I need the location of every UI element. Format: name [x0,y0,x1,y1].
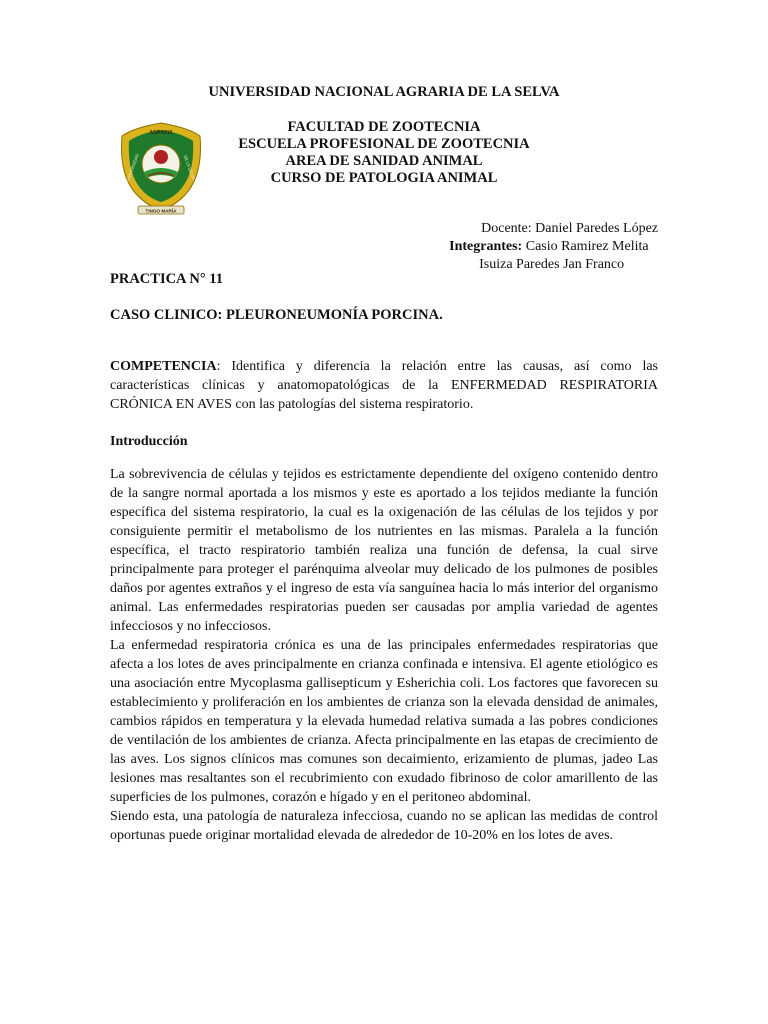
university-title: UNIVERSIDAD NACIONAL AGRARIA DE LA SELVA [208,84,560,100]
intro-heading: Introducción [110,434,188,449]
intro-paragraph: Siendo esta, una patología de naturaleza infecciosa, cuando no se aplican las medidas de control oportunas puede originar mortalidad elevada de alrededor de 10-20% en los lotes de aves. [110,809,658,843]
intro-body [110,465,658,845]
logo-left-text: UNIVERSIDAD [125,153,140,182]
logo-top-text: AGRARIA [149,130,173,136]
staff-block [449,220,658,274]
competence-paragraph [110,357,658,414]
member-name: Isuiza Paredes Jan Franco [479,257,625,272]
member-name: Casio Ramirez Melita [525,239,649,254]
heading-line: ESCUELA PROFESIONAL DE ZOOTECNIA [238,136,530,152]
heading-line: FACULTAD DE ZOOTECNIA [287,119,481,135]
logo-banner-text: TINGO MARÍA [145,208,177,214]
members-label: Integrantes: [449,239,523,254]
faculty-heading [0,119,768,187]
competence-label: COMPETENCIA [110,359,217,374]
heading-line: CURSO DE PATOLOGIA ANIMAL [270,170,498,186]
members-line [449,238,658,256]
heading-line: AREA DE SANIDAD ANIMAL [285,153,483,169]
case-title: CASO CLINICO: PLEURONEUMONÍA PORCINA. [110,307,443,323]
competence-text: : Identifica y diferencia la relación entre las causas, así como las características clínicas y anatomopatológicas de la ENFERMEDAD RESPIRATORIA CRÓNICA EN AVES con las patologías del sistema respiratorio. [110,359,658,412]
intro-paragraph: La enfermedad respiratoria crónica es una de las principales enfermedades respiratorias que afecta a los lotes de aves principalmente en crianza confinada e intensiva. El agente etiológico es una asociación entre Mycoplasma gallisepticum y Esherichia coli. Los factores que favorecen su establecimiento y proliferación en los ambientes de crianza son la elevada densidad de animales, cambios rápidos en temperatura y la elevada humedad relativa sumada a las pobres condiciones de ventilación de los ambientes de crianza. Afecta principalmente en las etapas de crecimiento de las aves. Los signos clínicos mas comunes son decaimiento, erizamiento de plumas, jadeo Las lesiones mas resaltantes son el recubrimiento con exudado fibrinoso de color amarillento de las superficies de los pulmones, corazón e hígado y en el peritoneo abdominal. [110,638,658,805]
logo-right-text: DE LA SELVA [182,154,197,181]
practice-number: PRACTICA N° 11 [110,271,223,287]
intro-paragraph: La sobrevivencia de células y tejidos es estrictamente dependiente del oxígeno contenido dentro de la sangre normal aportada a los mismos y este es aportado a los tejidos mediante la función específica del sistema respiratorio, la cual es la oxigenación de las células de los tejidos y por consiguiente permitir el metabolismo de los nutrientes en las mismas. Paralela a la función específica, el tracto respiratorio también realiza una función de defensa, la cual sirve principalmente para proteger el parénquima alveolar muy delicado de los pulmones de posibles daños por agentes extraños y el ingreso de esta vía sanguínea hacia lo más interior del organismo animal. Las enfermedades respiratorias pueden ser causadas por amplia variedad de agentes infecciosos y no infecciosos. [110,467,658,634]
teacher-line: Docente: Daniel Paredes López [481,221,658,236]
